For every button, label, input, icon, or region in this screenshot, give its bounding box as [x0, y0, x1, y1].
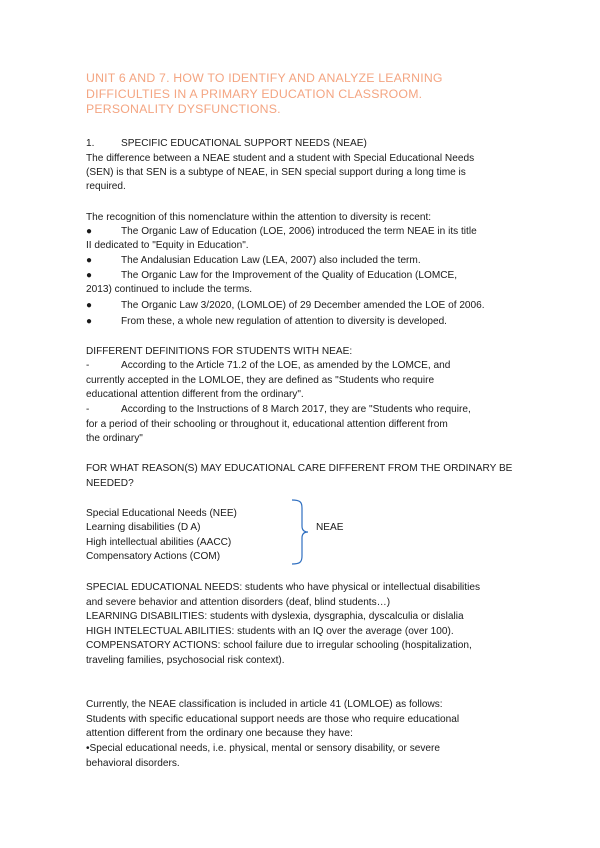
explanation-line: COMPENSATORY ACTIONS: school failure due to irregular schooling (hospitalization,: [86, 640, 472, 651]
title-line: DIFFICULTIES IN A PRIMARY EDUCATION CLASSROOM.: [86, 86, 423, 101]
bullet-point: ●: [86, 226, 93, 237]
reason-item: Learning disabilities (D A): [86, 522, 201, 533]
definition-text: currently accepted in the LOMLOE, they are defined as "Students who require: [86, 375, 435, 386]
document-title: [86, 71, 486, 118]
explanation-line: LEARNING DISABILITIES: students with dyslexia, dysgraphia, dyscalculia or dislalia: [86, 611, 464, 622]
paragraph-line: (SEN) is that SEN is a subtype of NEAE, in SEN special support during a long time is: [86, 167, 466, 178]
definition-text: the ordinary": [86, 433, 143, 444]
paragraph-line: required.: [86, 181, 126, 192]
definition-text: for a period of their schooling or throughout it, educational attention different from: [86, 419, 448, 430]
explanation-line: SPECIAL EDUCATIONAL NEEDS: students who have physical or intellectual disabilities: [86, 582, 481, 593]
question-text: NEEDED?: [86, 478, 134, 489]
bullet-text: II dedicated to "Equity in Education".: [86, 240, 249, 251]
bullet-text: From these, a whole new regulation of attention to diversity is developed.: [121, 316, 447, 327]
definition-text: educational attention different from the ordinary".: [86, 389, 304, 400]
explanation-line: HIGH INTELECTUAL ABILITIES: students with an IQ over the average (over 100).: [86, 626, 454, 637]
bullet-text: The Organic Law for the Improvement of the Quality of Education (LOMCE,: [121, 270, 458, 281]
definition-text: According to the Instructions of 8 March 2017, they are "Students who require,: [121, 404, 471, 415]
bullet-point: ●: [86, 316, 93, 327]
section-heading: DIFFERENT DEFINITIONS FOR STUDENTS WITH NEAE:: [86, 346, 353, 357]
classification-line: •Special educational needs, i.e. physical, mental or sensory disability, or severe: [86, 743, 441, 754]
dash-marker: -: [86, 360, 90, 371]
bullet-text: The Organic Law of Education (LOE, 2006) introduced the term NEAE in its title: [121, 226, 477, 237]
bullet-point: ●: [86, 255, 93, 266]
curly-brace-icon: [290, 498, 312, 566]
bullet-point: ●: [86, 300, 93, 311]
classification-line: Students with specific educational support needs are those who require educational: [86, 714, 460, 725]
explanation-line: traveling families, psychosocial risk context).: [86, 655, 285, 666]
reason-item: Special Educational Needs (NEE): [86, 508, 237, 519]
title-line: PERSONALITY DYSFUNCTIONS.: [86, 102, 281, 116]
bullet-text: 2013) continued to include the terms.: [86, 284, 253, 295]
bullet-text: The Organic Law 3/2020, (LOMLOE) of 29 December amended the LOE of 2006.: [121, 300, 485, 311]
definition-text: According to the Article 71.2 of the LOE, as amended by the LOMCE, and: [121, 360, 451, 371]
bullet-point: ●: [86, 270, 93, 281]
paragraph-line: The recognition of this nomenclature within the attention to diversity is recent:: [86, 212, 432, 223]
bullet-text: The Andalusian Education Law (LEA, 2007) also included the term.: [121, 255, 421, 266]
title-line: UNIT 6 AND 7. HOW TO IDENTIFY AND ANALYZE LEARNING: [86, 71, 443, 85]
dash-marker: -: [86, 404, 90, 415]
classification-line: behavioral disorders.: [86, 758, 180, 769]
classification-line: attention different from the ordinary one because they have:: [86, 728, 353, 739]
paragraph-line: The difference between a NEAE student and a student with Special Educational Needs: [86, 153, 475, 164]
section-number: 1.: [86, 138, 95, 149]
explanation-line: and severe behavior and attention disorders (deaf, blind students…): [86, 597, 391, 608]
classification-line: Currently, the NEAE classification is included in article 41 (LOMLOE) as follows:: [86, 699, 443, 710]
group-label: NEAE: [316, 522, 344, 533]
reason-item: High intellectual abilities (AACC): [86, 537, 232, 548]
section-heading: SPECIFIC EDUCATIONAL SUPPORT NEEDS (NEAE): [121, 138, 367, 149]
question-text: FOR WHAT REASON(S) MAY EDUCATIONAL CARE DIFFERENT FROM THE ORDINARY BE: [86, 463, 513, 474]
reason-item: Compensatory Actions (COM): [86, 551, 221, 562]
